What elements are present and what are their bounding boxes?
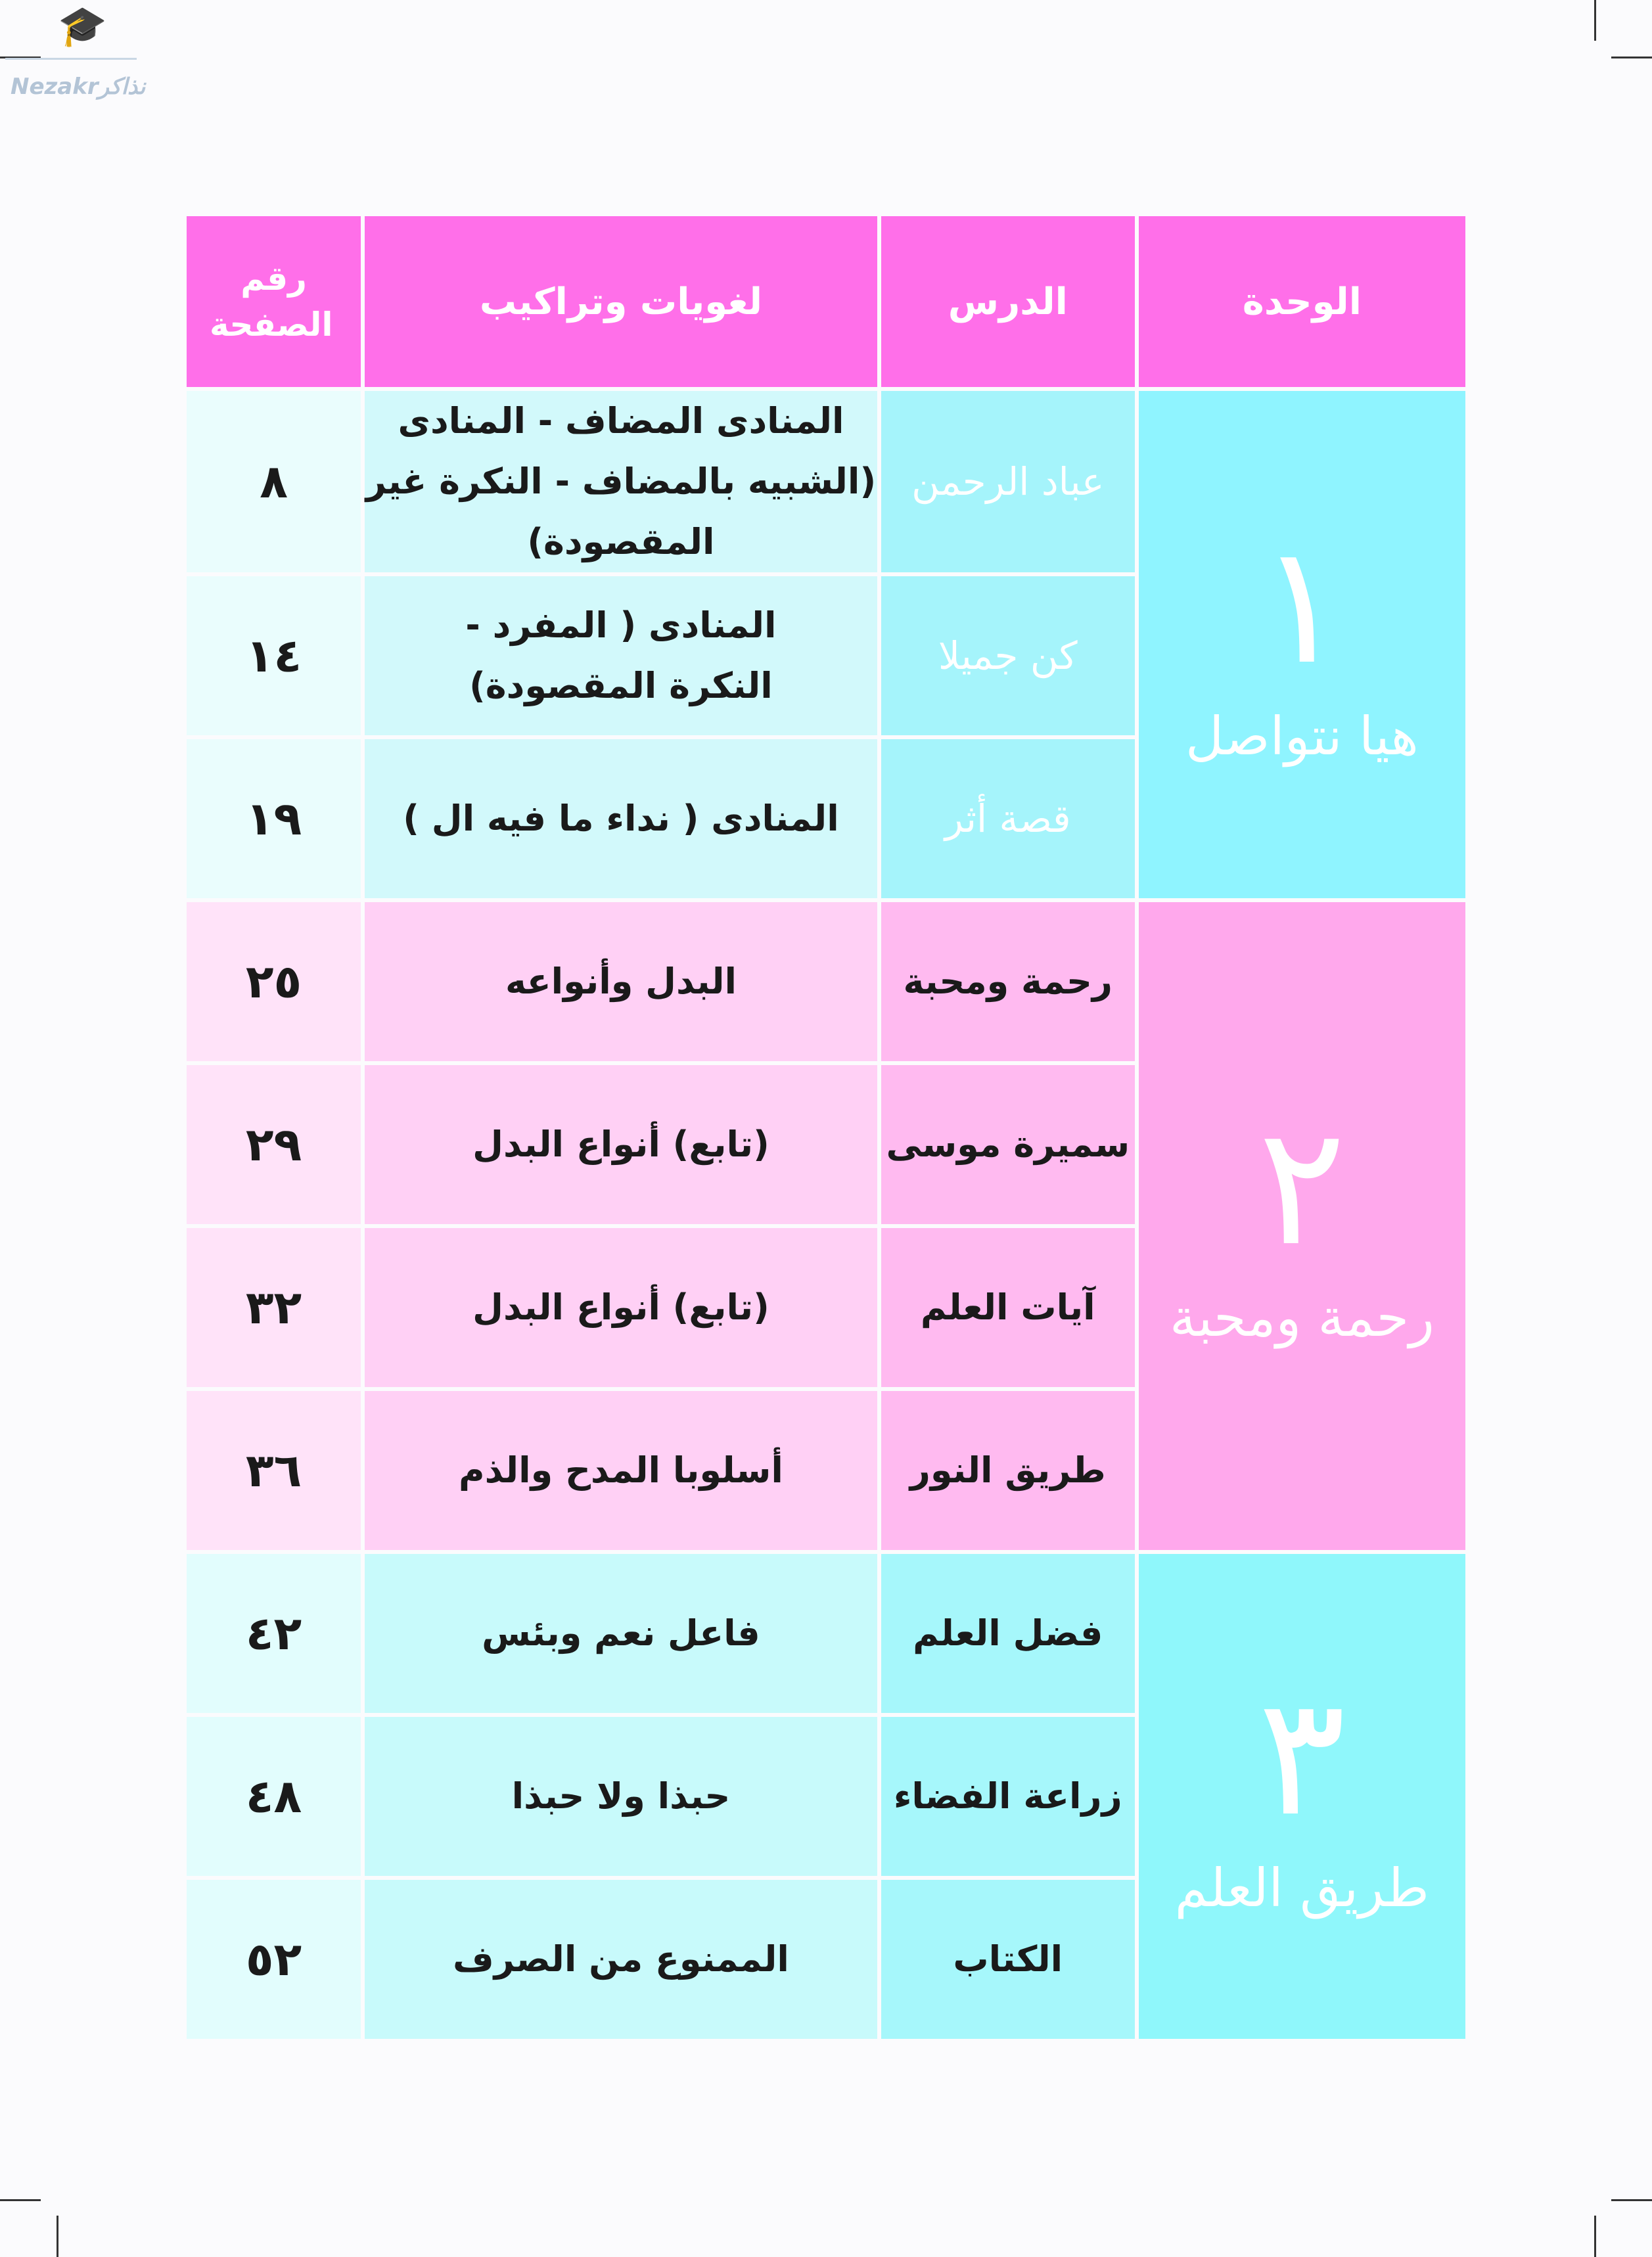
crop-mark	[0, 2199, 41, 2201]
crop-mark	[1611, 57, 1652, 58]
page-number-cell: ٢٥	[187, 902, 361, 1061]
page-number-cell: ٢٩	[187, 1065, 361, 1224]
crop-mark	[1594, 0, 1596, 41]
unit-3-cell	[1139, 1554, 1465, 2039]
grammar-cell: (تابع) أنواع البدل	[365, 1228, 877, 1387]
unit-name: رحمة ومحبة	[1169, 1287, 1434, 1348]
header-lesson: الدرس	[881, 216, 1135, 387]
table-row	[187, 902, 1465, 1061]
grammar-cell: المنادى ( المفرد - النكرة المقصودة)	[365, 576, 877, 735]
grammar-cell: الممنوع من الصرف	[365, 1880, 877, 2039]
page-number-cell: ٥٢	[187, 1880, 361, 2039]
page-number-cell: ٤٢	[187, 1554, 361, 1713]
page-number-cell: ٣٢	[187, 1228, 361, 1387]
page-number-cell: ١٤	[187, 576, 361, 735]
page-number-cell: ٣٦	[187, 1391, 361, 1550]
unit-number: ٢	[1258, 1091, 1346, 1282]
watermark-logo	[5, 0, 146, 105]
grammar-cell: (تابع) أنواع البدل	[365, 1065, 877, 1224]
crop-mark	[1611, 2199, 1652, 2201]
header-unit: الوحدة	[1139, 216, 1465, 387]
unit-name: هيا نتواصل	[1185, 706, 1419, 767]
page-number-cell: ١٩	[187, 739, 361, 898]
lesson-cell: طريق النور	[881, 1391, 1135, 1550]
lesson-cell: عباد الرحمن	[881, 391, 1135, 572]
grammar-cell: فاعل نعم وبئس	[365, 1554, 877, 1713]
grammar-cell: المنادى ( نداء ما فيه ال )	[365, 739, 877, 898]
crop-mark	[57, 2216, 58, 2257]
unit-2-cell	[1139, 902, 1465, 1550]
unit-number: ١	[1258, 509, 1346, 700]
table-row	[187, 391, 1465, 572]
page-number-cell: ٤٨	[187, 1717, 361, 1876]
lesson-cell: فضل العلم	[881, 1554, 1135, 1713]
page-number-cell: ٨	[187, 391, 361, 572]
table-row	[187, 1554, 1465, 1713]
grammar-cell: حبذا ولا حبذا	[365, 1717, 877, 1876]
lesson-cell: كن جميلا	[881, 576, 1135, 735]
unit-name: طريق العلم	[1174, 1858, 1429, 1919]
header-page: رقم الصفحة	[187, 216, 361, 387]
unit-number: ٣	[1258, 1661, 1346, 1852]
lesson-cell: رحمة ومحبة	[881, 902, 1135, 1061]
watermark-text: Nezakrنذاكر	[11, 74, 146, 100]
lesson-cell: آيات العلم	[881, 1228, 1135, 1387]
lesson-cell: الكتاب	[881, 1880, 1135, 2039]
watermark-divider	[5, 58, 137, 60]
unit-1-cell	[1139, 391, 1465, 898]
crop-mark	[1594, 2216, 1596, 2257]
graduation-cap-icon: 🎓	[58, 3, 107, 49]
grammar-cell: أسلوبا المدح والذم	[365, 1391, 877, 1550]
lesson-cell: قصة أثر	[881, 739, 1135, 898]
lesson-cell: زراعة الفضاء	[881, 1717, 1135, 1876]
header-row	[187, 216, 1465, 387]
table-of-contents	[183, 212, 1469, 2043]
lesson-cell: سميرة موسى	[881, 1065, 1135, 1224]
grammar-cell: المنادى المضاف - المنادى (الشبيه بالمضاف - النكرة غير المقصودة)	[365, 391, 877, 572]
grammar-cell: البدل وأنواعه	[365, 902, 877, 1061]
header-grammar: لغويات وتراكيب	[365, 216, 877, 387]
